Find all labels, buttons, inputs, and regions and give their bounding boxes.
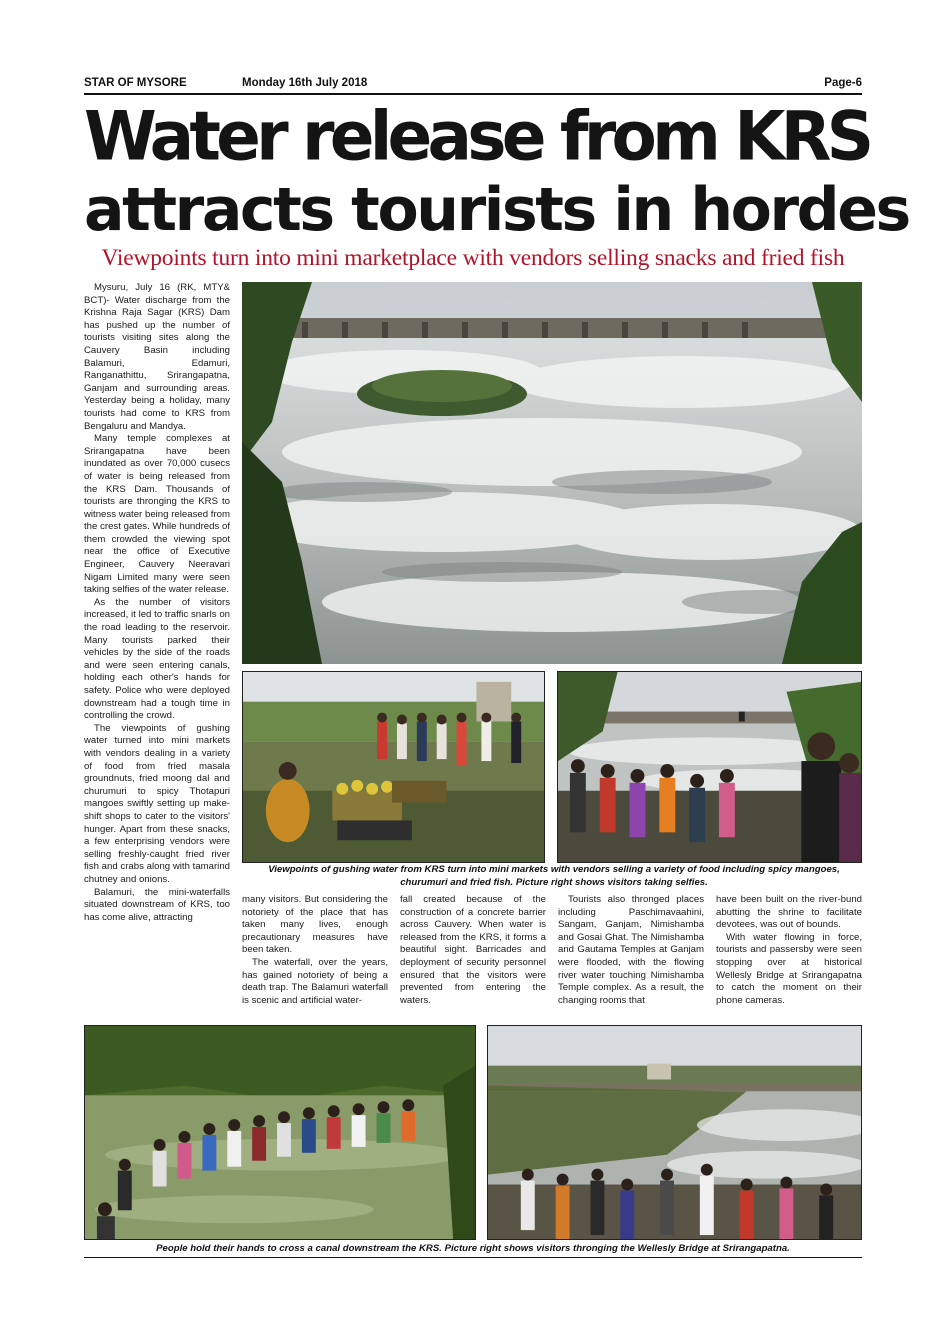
article-column-1 (84, 282, 230, 1022)
paragraph: The waterfall, over the years, has gained notoriety of being a death trap. The Balamuri waterfall is scenic and artificial water- (242, 956, 388, 1006)
paragraph: Balamuri, the mini-waterfalls situated downstream of KRS, too has come alive, attracting (84, 886, 230, 923)
subheadline: Viewpoints turn into mini marketplace with vendors selling snacks and fried fish (101, 245, 845, 271)
paragraph: fall created because of the construction of a concrete barrier across Cauvery. When water is released from the KRS, it forms a beautiful sight. Barricades and deployment of security personnel ensured that the visitors were prevented from entering the waters. (400, 894, 546, 1006)
paragraph: With water flowing in force, tourists and passersby were seen stopping over at historical Wellesly Bridge at Srirangapatna to catch the moment on their phone cameras. (716, 931, 862, 1006)
paragraph: Mysuru, July 16 (RK, MTY& BCT)- Water discharge from the Krishna Raja Sagar (KRS) Dam has pushed up the number of tourists visiting sites along the Cauvery Basin including Balamuri, Edamuri, Ranganathittu, Srirangapatna, Ganjam and surrounding areas. Yesterday being a holiday, many tourists had come to KRS from Bengaluru and Mandya. (84, 282, 230, 432)
article-column-3 (400, 894, 546, 1022)
paragraph: The viewpoints of gushing water turned into mini markets with vendors dealing in a variety of food from fried masala groundnuts, fried moong dal and churumuri to spicy Thotapuri mangoes swiftly setting up make-shift shops to cater to the visitors' hunger. Apart from these snacks, a few enterprising vendors were selling freshly-caught fried river fish and crabs along with tamarind chutney and onions. (84, 722, 230, 885)
masthead-rule (84, 93, 862, 95)
photo-visitors-selfies (557, 671, 862, 863)
masthead (84, 77, 862, 93)
issue-date: Monday 16th July 2018 (242, 77, 368, 89)
photo-wellesly-bridge (487, 1025, 862, 1240)
paragraph: many visitors. But considering the notoriety of the place that has taken many lives, enough precautionary measures have been taken. (242, 894, 388, 956)
headline-line-2: attracts tourists in hordes (84, 175, 909, 245)
headline-line-1: Water release from KRS (84, 97, 870, 176)
article-column-2 (242, 894, 388, 1022)
paragraph: Tourists also thronged places including Paschimavaahini, Sangam, Ganjam, Nimishamba and Gosai Ghat. The Nimishamba and Gautama Temples at Ganjam were flooded, with the flowing river water touching Nimishamba Temple complex. As a result, the changing rooms that (558, 894, 704, 1006)
photo-krs-dam-water-release (242, 282, 862, 664)
photo-caption-middle: Viewpoints of gushing water from KRS turn into mini markets with vendors selling a variety of food including spicy mangoes, churumuri and fried fish. Picture right shows visitors taking selfies. (268, 864, 840, 888)
article-column-4 (558, 894, 704, 1022)
newspaper-name: STAR OF MYSORE (84, 77, 187, 89)
paragraph: Many temple complexes at Srirangapatna have been inundated as over 70,000 cusecs of water is being released from the KRS Dam. Thousands of tourists are thronging the KRS to witness water being released from the crest gates. While hundreds of them crowded the viewing spot near the office of Executive Engineer, Cauvery Neeravari Nigam Limited many were seen taking selfies of the water release. (84, 433, 230, 596)
page-number: Page-6 (824, 77, 862, 89)
bottom-rule (84, 1257, 862, 1258)
paragraph: As the number of visitors increased, it led to traffic snarls on the road leading to the reservoir. Many tourists parked their vehicles by the side of the roads and were seen entering canals, holding each other's hands for safety. Police who were deployed downstream had a tough time in controlling the crowd. (84, 596, 230, 722)
article-column-5 (716, 894, 862, 1022)
photo-canal-crossing (84, 1025, 476, 1240)
photo-caption-bottom: People hold their hands to cross a canal downstream the KRS. Picture right shows visitors thronging the Wellesly Bridge at Srirangapatna. (156, 1243, 790, 1254)
paragraph: have been built on the river-bund abutting the shrine to facilitate devotees, was out of bounds. (716, 894, 862, 931)
photo-vendors-market (242, 671, 545, 863)
